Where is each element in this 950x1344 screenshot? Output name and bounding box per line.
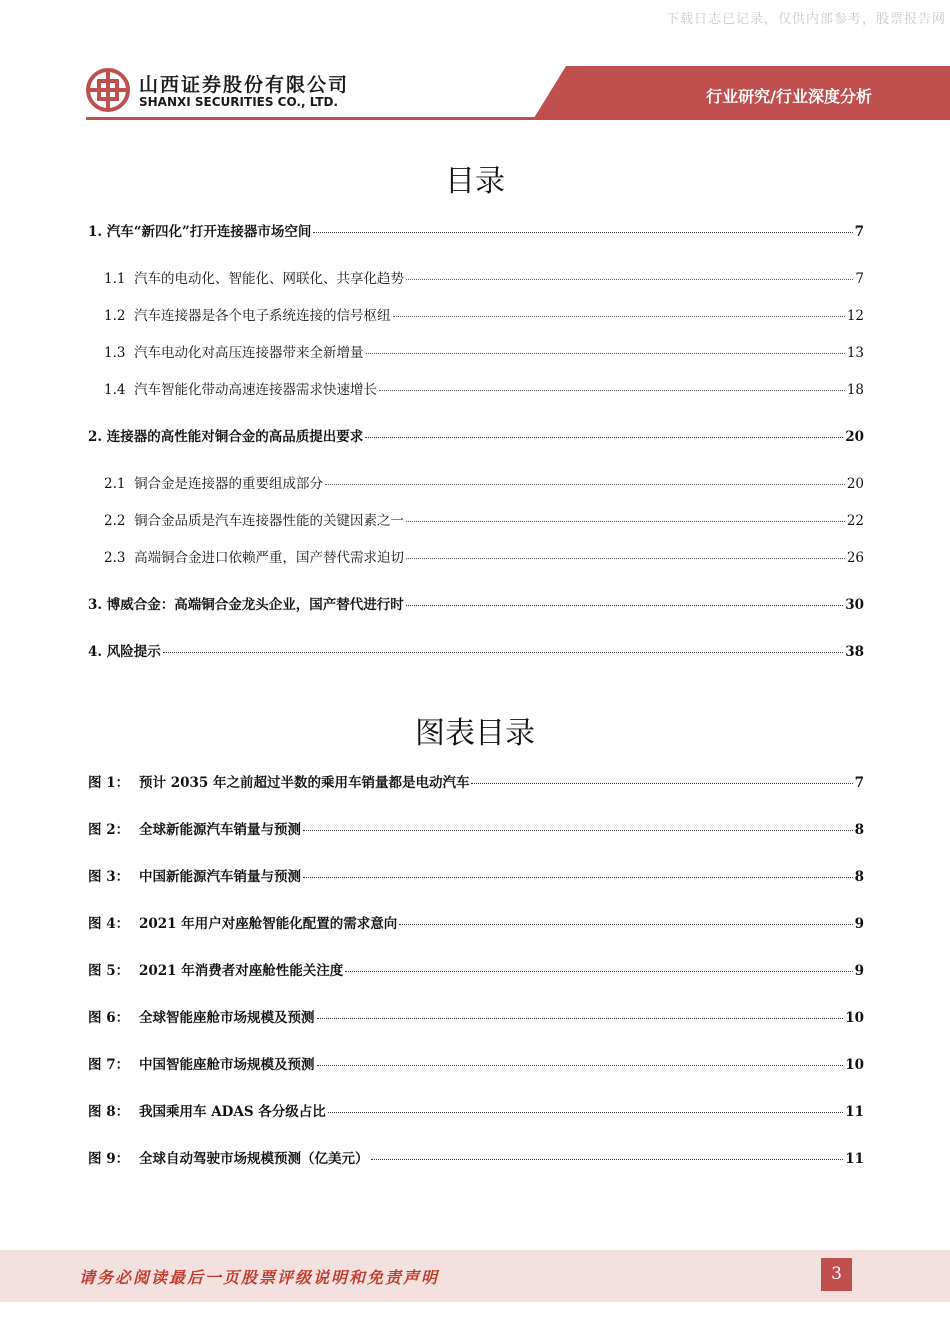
- figure-entry[interactable]: 图 8： 我国乘用车 ADAS 各分级占比 11: [88, 1104, 864, 1120]
- toc-entry[interactable]: 2.1 铜合金是连接器的重要组成部分 20: [104, 476, 864, 492]
- toc-entry[interactable]: 2.2 铜合金品质是汽车连接器性能的关键因素之一 22: [104, 513, 864, 529]
- toc-entry[interactable]: 4. 风险提示 38: [88, 644, 864, 660]
- toc-entry[interactable]: 1. 汽车“新四化”打开连接器市场空间 7: [88, 224, 864, 240]
- report-category: 行业研究/行业深度分析: [706, 87, 872, 106]
- toc-title: 目录: [445, 164, 505, 199]
- figure-entry[interactable]: 图 9： 全球自动驾驶市场规模预测（亿美元） 11: [88, 1151, 864, 1167]
- figure-entry[interactable]: 图 1： 预计 2035 年之前超过半数的乘用车销量都是电动汽车 7: [88, 775, 864, 791]
- toc-entry[interactable]: 2. 连接器的高性能对铜合金的高品质提出要求 20: [88, 429, 864, 445]
- toc-entry[interactable]: 1.4 汽车智能化带动高速连接器需求快速增长 18: [104, 382, 864, 398]
- company-name-cn: 山西证券股份有限公司: [139, 74, 350, 96]
- disclaimer-notice: 请务必阅读最后一页股票评级说明和免责声明: [79, 1268, 440, 1287]
- figure-entry[interactable]: 图 5： 2021 年消费者对座舱性能关注度 9: [88, 963, 864, 979]
- toc-entry[interactable]: 1.2 汽车连接器是各个电子系统连接的信号枢纽 12: [104, 308, 864, 324]
- company-name-en: SHANXI SECURITIES CO., LTD.: [139, 95, 339, 109]
- figure-entry[interactable]: 图 3： 中国新能源汽车销量与预测 8: [88, 869, 864, 885]
- page-number: 3: [821, 1258, 852, 1291]
- figure-list-title: 图表目录: [415, 716, 535, 751]
- toc-entry[interactable]: 1.3 汽车电动化对高压连接器带来全新增量 13: [104, 345, 864, 361]
- company-logo-icon: [86, 68, 130, 112]
- toc-entry[interactable]: 1.1 汽车的电动化、智能化、网联化、共享化趋势 7: [104, 271, 864, 287]
- toc-entry[interactable]: 3. 博威合金：高端铜合金龙头企业，国产替代进行时 30: [88, 597, 864, 613]
- figure-entry[interactable]: 图 4： 2021 年用户对座舱智能化配置的需求意向 9: [88, 916, 864, 932]
- figure-entry[interactable]: 图 6： 全球智能座舱市场规模及预测 10: [88, 1010, 864, 1026]
- figure-entry[interactable]: 图 2： 全球新能源汽车销量与预测 8: [88, 822, 864, 838]
- toc-entry[interactable]: 2.3 高端铜合金进口依赖严重，国产替代需求迫切 26: [104, 550, 864, 566]
- header-divider: [86, 117, 950, 120]
- figure-entry[interactable]: 图 7： 中国智能座舱市场规模及预测 10: [88, 1057, 864, 1073]
- watermark-text: 下载日志已记录，仅供内部参考，股票报告网: [665, 12, 946, 27]
